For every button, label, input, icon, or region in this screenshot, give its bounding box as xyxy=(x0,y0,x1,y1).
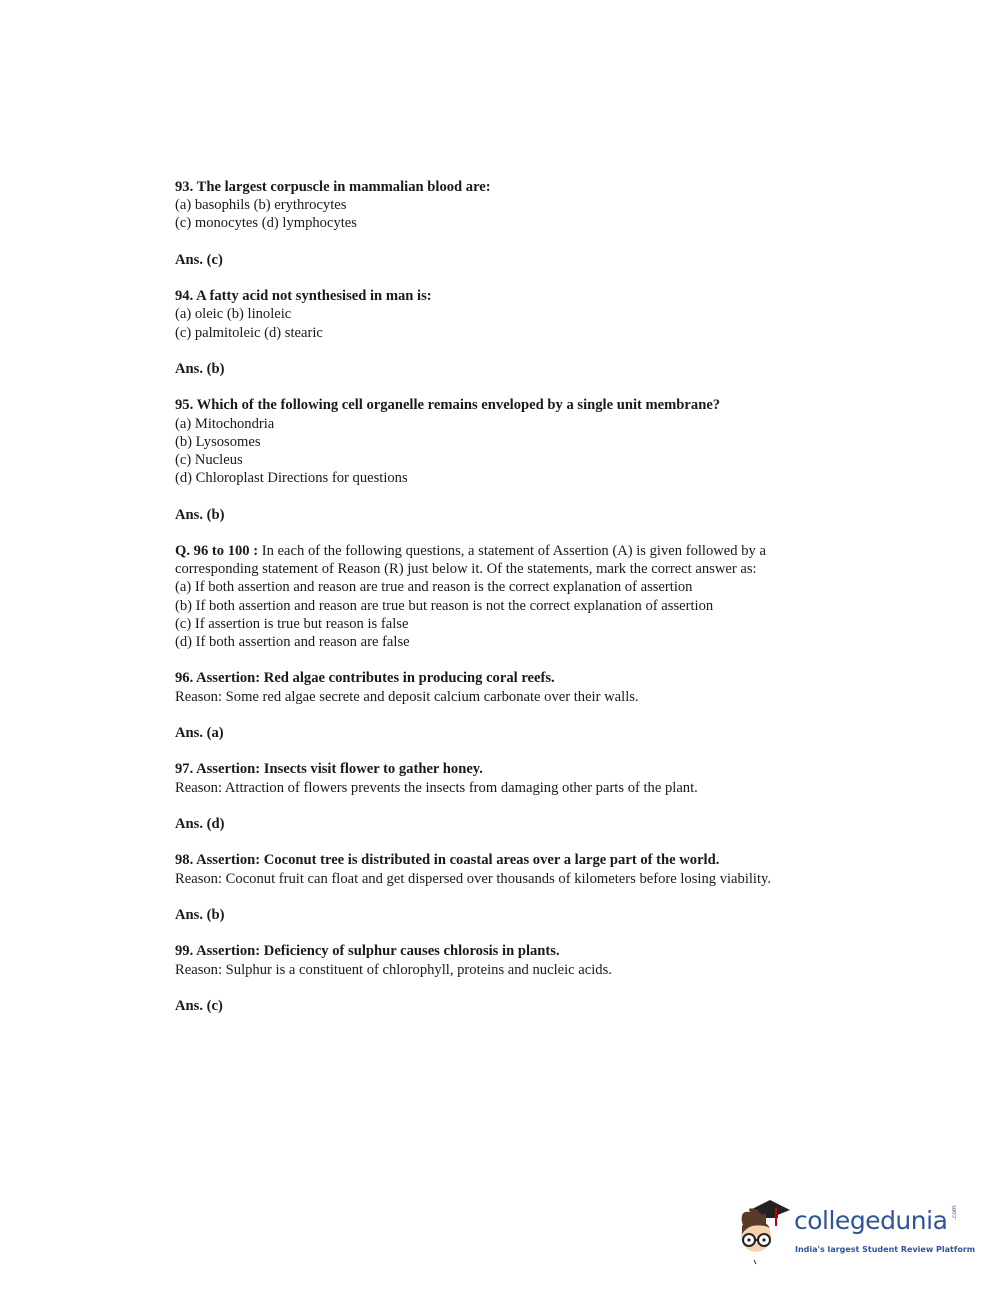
directions-text: corresponding statement of Reason (R) just below it. Of the statements, mark the correct answer as: xyxy=(175,561,757,578)
answer: Ans. (a) xyxy=(175,724,224,741)
logo-tagline: India's largest Student Review Platform xyxy=(795,1245,976,1254)
question-option: (a) Mitochondria xyxy=(175,415,275,432)
directions-option: (b) If both assertion and reason are true but reason is not the correct explanation of assertion xyxy=(175,597,714,614)
reason: Reason: Some red algae secrete and deposit calcium carbonate over their walls. xyxy=(175,688,639,705)
answer: Ans. (b) xyxy=(175,906,225,923)
reason: Reason: Attraction of flowers prevents the insects from damaging other parts of the plant. xyxy=(175,779,698,796)
directions-option: (a) If both assertion and reason are true and reason is the correct explanation of assertion xyxy=(175,579,693,596)
question-97 xyxy=(175,760,875,851)
mascot-icon xyxy=(736,1196,794,1268)
question-95 xyxy=(175,396,875,542)
answer: Ans. (b) xyxy=(175,506,225,523)
question-page xyxy=(175,178,875,1015)
question-option: (a) basophils (b) erythrocytes xyxy=(175,197,347,214)
directions-block xyxy=(175,542,875,669)
assertion: 99. Assertion: Deficiency of sulphur causes chlorosis in plants. xyxy=(175,943,560,960)
question-96 xyxy=(175,669,875,760)
question-title: 94. A fatty acid not synthesised in man is: xyxy=(175,288,432,305)
logo-suffix: .com xyxy=(951,1205,958,1220)
question-option: (c) palmitoleic (d) stearic xyxy=(175,324,323,341)
answer: Ans. (b) xyxy=(175,360,225,377)
question-99 xyxy=(175,942,875,1015)
question-title: 95. Which of the following cell organelle remains enveloped by a single unit membrane? xyxy=(175,397,721,414)
directions-text: In each of the following questions, a statement of Assertion (A) is given followed by a xyxy=(261,542,766,559)
answer: Ans. (c) xyxy=(175,251,223,268)
reason: Reason: Coconut fruit can float and get dispersed over thousands of kilometers before losing viability. xyxy=(175,870,772,887)
question-title: 93. The largest corpuscle in mammalian blood are: xyxy=(175,179,491,195)
answer: Ans. (d) xyxy=(175,815,225,832)
question-option: (d) Chloroplast Directions for questions xyxy=(175,470,408,487)
question-option: (b) Lysosomes xyxy=(175,433,261,450)
question-98 xyxy=(175,851,875,942)
question-option: (c) monocytes (d) lymphocytes xyxy=(175,215,357,232)
answer: Ans. (c) xyxy=(175,997,223,1014)
question-option: (a) oleic (b) linoleic xyxy=(175,306,292,323)
directions-option: (d) If both assertion and reason are false xyxy=(175,633,410,650)
collegedunia-logo[interactable] xyxy=(736,1196,976,1271)
assertion: 97. Assertion: Insects visit flower to gather honey. xyxy=(175,761,483,778)
logo-wordmark: collegedunia xyxy=(794,1206,948,1235)
question-94 xyxy=(175,287,875,396)
assertion: 96. Assertion: Red algae contributes in producing coral reefs. xyxy=(175,670,555,687)
directions-label: Q. 96 to 100 : xyxy=(175,542,259,559)
directions-option: (c) If assertion is true but reason is false xyxy=(175,615,409,632)
question-93 xyxy=(175,178,875,287)
reason: Reason: Sulphur is a constituent of chlorophyll, proteins and nucleic acids. xyxy=(175,961,612,978)
question-option: (c) Nucleus xyxy=(175,451,243,468)
assertion: 98. Assertion: Coconut tree is distributed in coastal areas over a large part of the world. xyxy=(175,852,720,869)
